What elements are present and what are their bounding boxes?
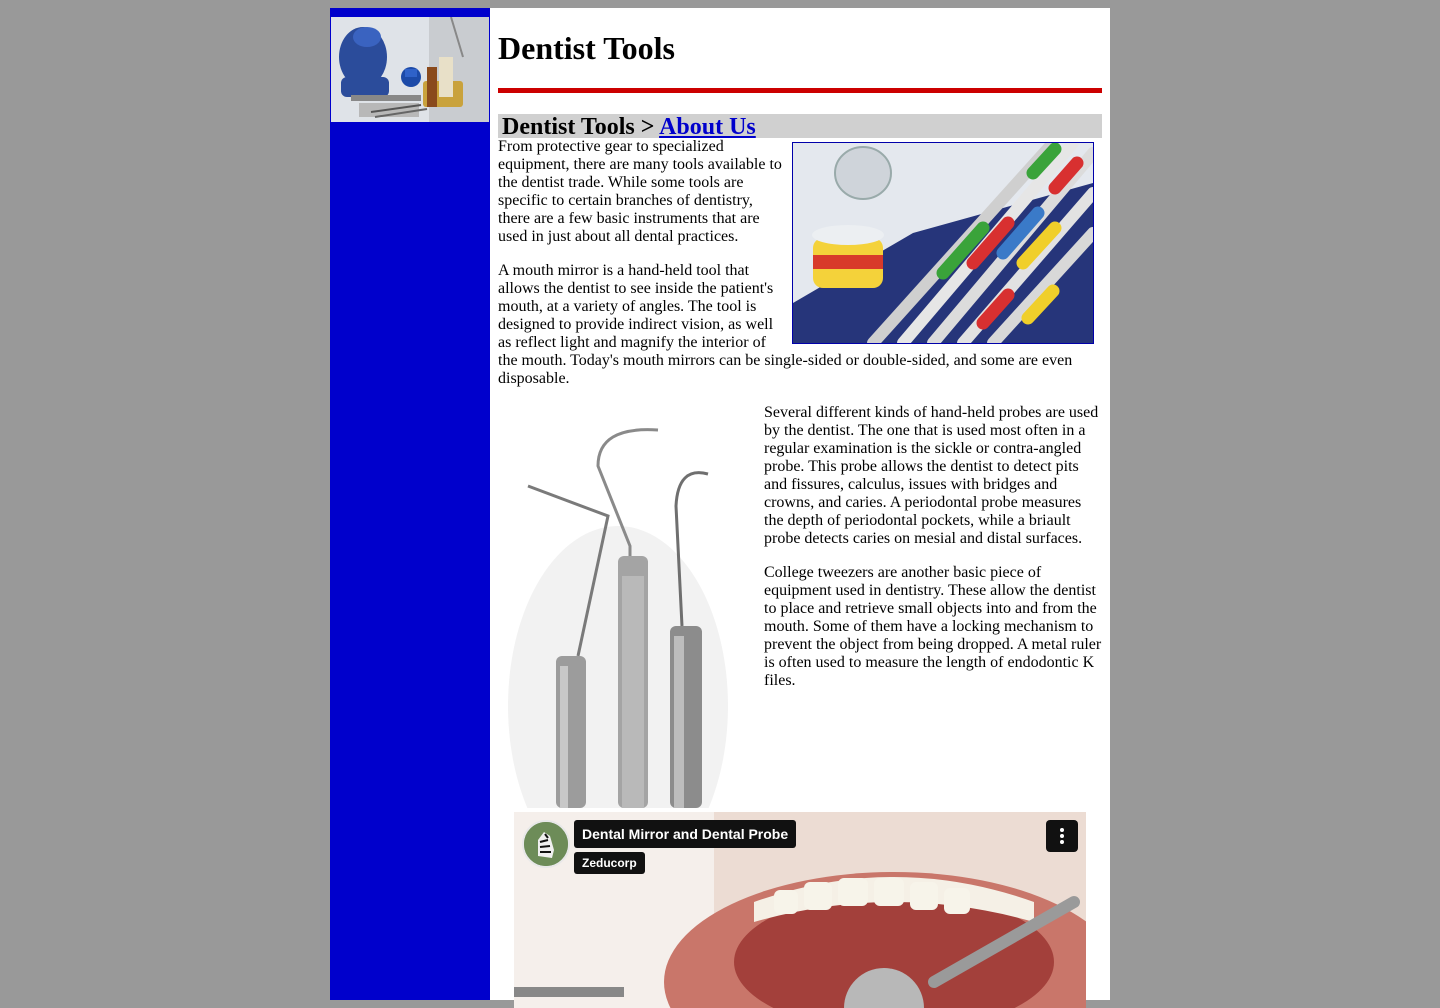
title-divider — [498, 88, 1102, 93]
video-channel-name[interactable]: Zeducorp — [574, 852, 645, 874]
more-options-icon[interactable] — [1046, 820, 1078, 852]
mouth-mirror-line: allows the dentist to see inside the patient's — [498, 280, 774, 297]
page-title: Dentist Tools — [498, 30, 675, 66]
video-embed[interactable] — [514, 812, 1086, 1008]
dental-chair-logo — [331, 17, 489, 122]
breadcrumb-link-about-us[interactable]: About Us — [659, 114, 756, 140]
video-title[interactable]: Dental Mirror and Dental Probe — [574, 820, 796, 848]
page — [330, 8, 1110, 1000]
dental-instruments-photo — [792, 142, 1094, 344]
mouth-mirror-line: mouth, at a variety of angles. The tool is — [498, 298, 757, 315]
breadcrumb-home: Dentist Tools — [502, 114, 635, 140]
probes-section — [764, 404, 1104, 690]
mouth-mirror-paragraph — [498, 262, 786, 352]
intro-paragraph: From protective gear to specialized equipment, there are many tools available to the dentist trade. While some tools are specific to certain branches of dentistry, there are a few basic instruments that are used in just about all dental practices. — [498, 138, 782, 245]
mouth-mirror-line: A mouth mirror is a hand-held tool that — [498, 262, 750, 279]
mouth-mirror-line: designed to provide indirect vision, as well — [498, 316, 774, 333]
breadcrumb-separator: > — [634, 114, 660, 140]
tweezers-paragraph: College tweezers are another basic piece of equipment used in dentistry. These allow the dentist to place and retrieve small objects into and from the mouth. Some of them have a locking mechanism to prevent the object from being dropped. A metal ruler is often used to measure the length of endodontic K files. — [764, 564, 1102, 689]
breadcrumb — [498, 114, 1102, 138]
probes-paragraph: Several different kinds of hand-held probes are used by the dentist. The one that is used most often in a regular examination is the sickle or contra-angled probe. This probe allows the dentist to detect pits and fissures, calculus, issues with bridges and crowns, and caries. A periodontal probe measures the depth of periodontal pockets, while a briault probe detects caries on mesial and distal surfaces. — [764, 404, 1099, 547]
mouth-mirror-paragraph-tail: the mouth. Today's mouth mirrors can be single-sided or double-sided, and some are even disposable. — [498, 352, 1073, 387]
channel-avatar[interactable] — [522, 820, 570, 868]
sidebar — [330, 8, 490, 1000]
dental-probes-photo — [498, 406, 760, 808]
mouth-mirror-line: as reflect light and magnify the interior of — [498, 334, 766, 351]
